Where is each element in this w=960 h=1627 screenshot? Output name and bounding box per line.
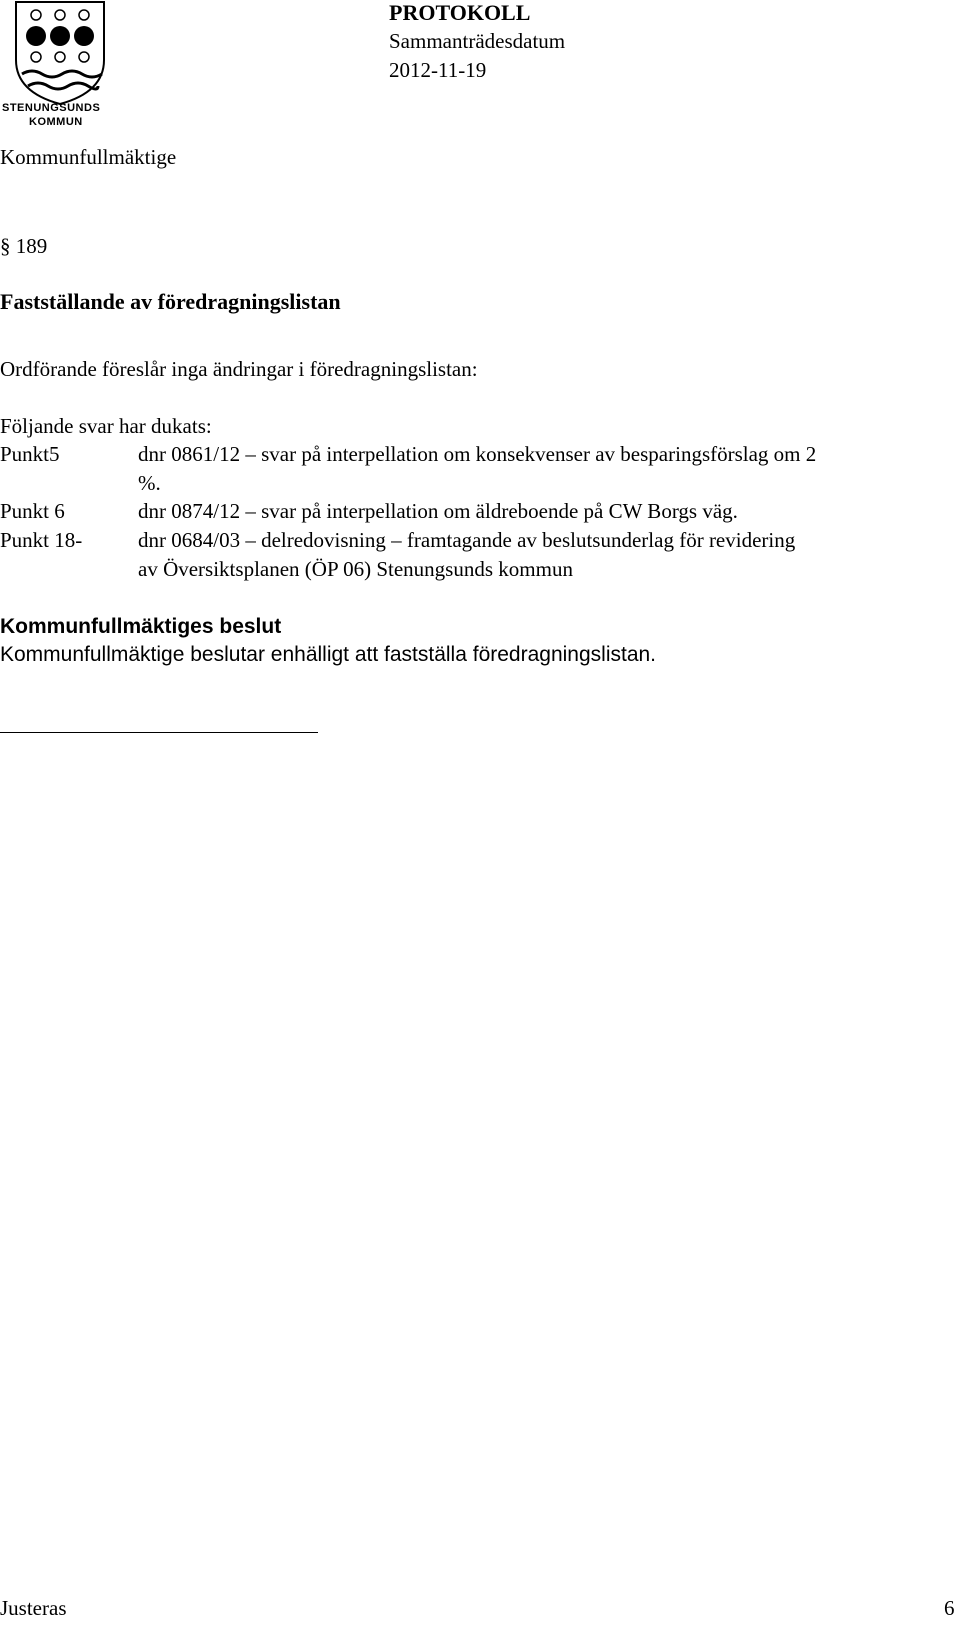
item-text: dnr 0684/03 – delredovisning – framtagande av beslutsunderlag för revidering xyxy=(138,528,796,552)
item-label: Punkt5 xyxy=(0,442,60,466)
meeting-date-label: Sammanträdesdatum xyxy=(389,29,566,53)
paragraph-number: § 189 xyxy=(0,234,48,258)
municipality-logo xyxy=(2,0,118,130)
list-heading: Följande svar har dukats: xyxy=(0,414,212,438)
committee-name: Kommunfullmäktige xyxy=(0,145,177,169)
item-text: dnr 0861/12 – svar på interpellation om konsekvenser av besparingsförslag om 2 xyxy=(138,442,817,466)
section-title: Fastställande av föredragningslistan xyxy=(0,289,341,314)
meeting-date: 2012-11-19 xyxy=(389,58,487,82)
document-type: PROTOKOLL xyxy=(389,0,531,25)
item-text-continued: av Översiktsplanen (ÖP 06) Stenungsunds kommun xyxy=(138,557,573,581)
signature-line xyxy=(0,732,318,733)
footer-justeras: Justeras xyxy=(0,1596,67,1620)
item-label: Punkt 6 xyxy=(0,499,65,523)
decision-text: Kommunfullmäktige beslutar enhälligt att fastställa föredragningslistan. xyxy=(0,643,657,666)
stenungsund-coat-of-arms-icon xyxy=(2,0,118,106)
logo-name-line2: KOMMUN xyxy=(29,116,83,128)
page-number: 6 xyxy=(944,1596,955,1620)
item-text-continued: %. xyxy=(138,471,161,495)
item-label: Punkt 18- xyxy=(0,528,83,552)
logo-name-line1: STENUNGSUNDS xyxy=(2,102,101,114)
decision-heading: Kommunfullmäktiges beslut xyxy=(0,615,282,638)
intro-text: Ordförande föreslår inga ändringar i föredragningslistan: xyxy=(0,357,478,381)
item-text: dnr 0874/12 – svar på interpellation om äldreboende på CW Borgs väg. xyxy=(138,499,738,523)
